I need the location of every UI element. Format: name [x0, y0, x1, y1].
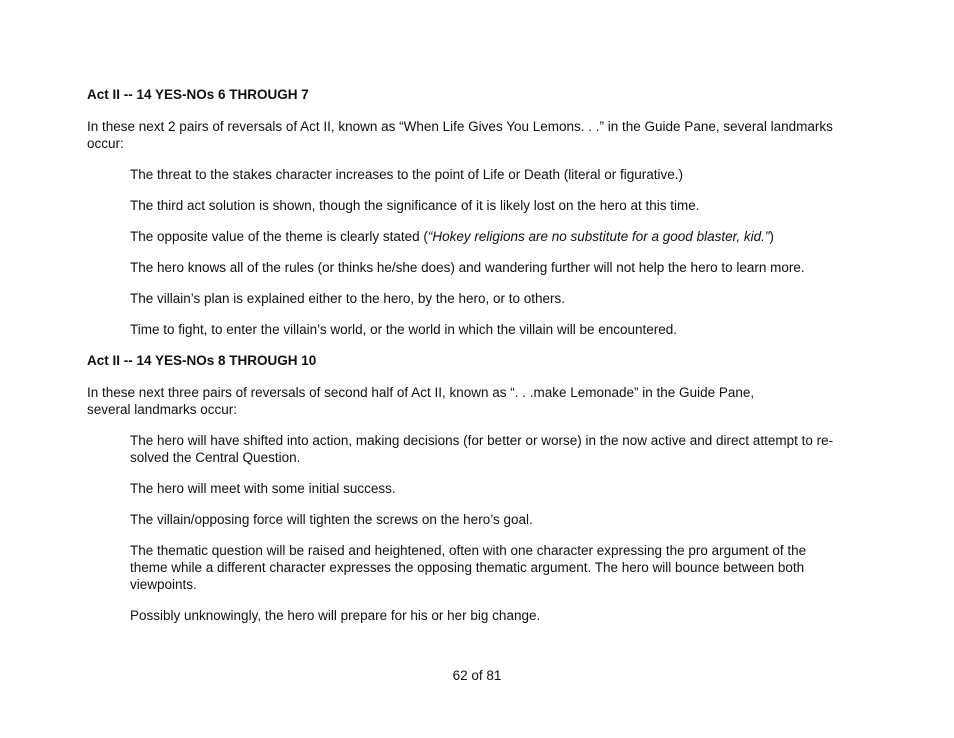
intro-line: In these next three pairs of reversals of second half of Act II, known as “. . .make Lemonade” in the Guide Pane, — [87, 385, 755, 400]
item-line: The hero will have shifted into action, making decisions (for better or worse) in the now active and direct attempt to re- — [130, 433, 834, 448]
section-intro-act2-8-10 — [87, 384, 899, 418]
landmark-item: The villain’s plan is explained either to the hero, by the hero, or to others. — [130, 291, 566, 306]
item-line: viewpoints. — [130, 577, 197, 592]
theme-quote: “Hokey religions are no substitute for a good blaster, kid.” — [427, 229, 770, 244]
theme-prefix: The opposite value of the theme is clearly stated ( — [130, 229, 428, 244]
item-line: theme while a different character expresses the opposing thematic argument. The hero will bounce between both — [130, 560, 805, 575]
landmark-item — [130, 480, 899, 497]
item-line: Possibly unknowingly, the hero will prepare for his or her big change. — [130, 608, 541, 623]
document-page — [87, 86, 899, 638]
landmark-item: The third act solution is shown, though the significance of it is likely lost on the hero at this time. — [130, 198, 700, 213]
item-line: The thematic question will be raised and heightened, often with one character expressing the pro argument of the — [130, 543, 807, 558]
landmark-item — [130, 432, 899, 466]
section-intro-act2-6-7 — [87, 118, 899, 152]
theme-suffix: ) — [769, 229, 774, 244]
landmark-item — [130, 511, 899, 528]
landmark-item: The threat to the stakes character increases to the point of Life or Death (literal or figurative.) — [130, 167, 684, 182]
landmark-item-theme — [130, 228, 899, 245]
intro-line: occur: — [87, 136, 124, 151]
landmark-item — [130, 542, 899, 593]
section-heading-act2-6-7: Act II -- 14 YES-NOs 6 THROUGH 7 — [87, 87, 309, 102]
landmark-item: Time to fight, to enter the villain’s world, or the world in which the villain will be encountered. — [130, 322, 678, 337]
item-line: The villain/opposing force will tighten the screws on the hero’s goal. — [130, 512, 533, 527]
page-number: 62 of 81 — [452, 668, 502, 683]
item-line: solved the Central Question. — [130, 450, 301, 465]
landmark-item — [130, 607, 899, 624]
intro-line: several landmarks occur: — [87, 402, 238, 417]
landmark-item: The hero knows all of the rules (or thinks he/she does) and wandering further will not help the hero to learn more. — [130, 260, 805, 275]
item-line: The hero will meet with some initial success. — [130, 481, 396, 496]
section-heading-act2-8-10: Act II -- 14 YES-NOs 8 THROUGH 10 — [87, 353, 317, 368]
intro-line: In these next 2 pairs of reversals of Act II, known as “When Life Gives You Lemons. . .” in the Guide Pane, several landmarks — [87, 119, 833, 134]
